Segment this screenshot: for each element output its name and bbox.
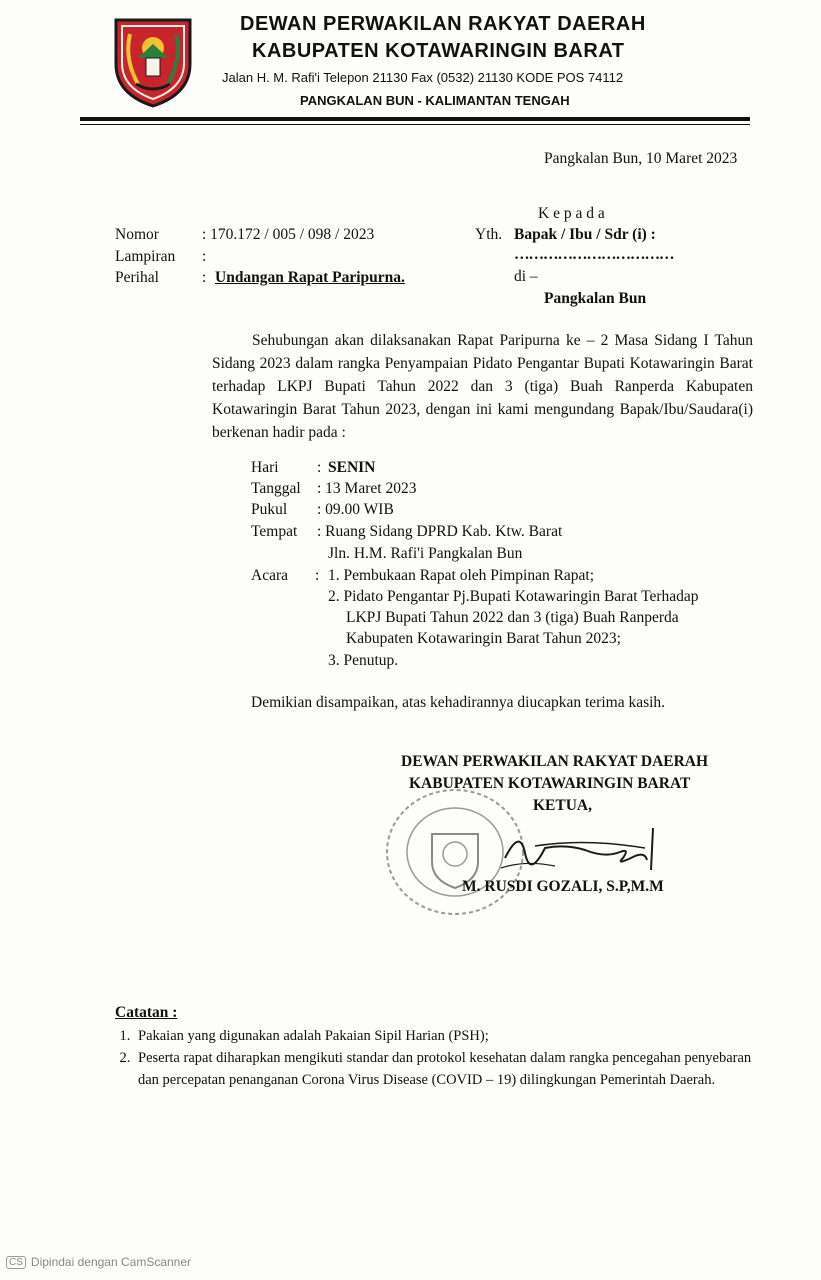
perihal-value: Undangan Rapat Paripurna. xyxy=(215,269,405,286)
kepada: K e p a d a xyxy=(538,205,605,222)
date-place: Pangkalan Bun, 10 Maret 2023 xyxy=(544,150,738,167)
acara-item-2a: 2. Pidato Pengantar Pj.Bupati Kotawaringin Barat Terhadap xyxy=(328,588,699,605)
footer-text: Dipindai dengan CamScanner xyxy=(30,1255,192,1269)
acara-item-2c: Kabupaten Kotawaringin Barat Tahun 2023; xyxy=(346,630,621,647)
notes-title: Catatan : xyxy=(115,1004,178,1021)
acara-item-2b: LKPJ Bupati Tahun 2022 dan 3 (tiga) Buah Ranperda xyxy=(346,609,679,626)
letterhead-logo xyxy=(108,14,198,108)
perihal-label: Perihal xyxy=(115,269,159,286)
body-paragraph xyxy=(212,329,753,444)
acara-item-1: 1. Pembukaan Rapat oleh Pimpinan Rapat; xyxy=(328,567,595,584)
nomor-label: Nomor xyxy=(115,226,159,243)
tanggal-value: : 13 Maret 2023 xyxy=(317,480,417,497)
lampiran-value: : xyxy=(202,248,207,265)
acara-colon: : xyxy=(315,567,320,584)
di-label: di – xyxy=(514,268,538,285)
signature-org-1: DEWAN PERWAKILAN RAKYAT DAERAH xyxy=(401,753,709,770)
pukul-value: : 09.00 WIB xyxy=(317,501,394,518)
note-item: 1. Pakaian yang digunakan adalah Pakaian Sipil Harian (PSH); xyxy=(134,1025,762,1047)
signature-role: KETUA, xyxy=(533,797,592,814)
handwritten-signature xyxy=(495,808,675,878)
pukul-label: Pukul xyxy=(251,501,288,518)
addressee: Bapak / Ibu / Sdr (i) : xyxy=(514,226,656,243)
header-rule-thick xyxy=(80,117,750,121)
acara-label: Acara xyxy=(251,567,288,584)
tempat-label: Tempat xyxy=(251,523,298,540)
scanner-footer xyxy=(6,1255,191,1269)
closing-text: Demikian disampaikan, atas kehadirannya diucapkan terima kasih. xyxy=(251,694,666,711)
header-address: Jalan H. M. Rafi'i Telepon 21130 Fax (0532) 21130 KODE POS 74112 xyxy=(222,70,624,85)
header-line1: DEWAN PERWAKILAN RAKYAT DAERAH xyxy=(240,13,646,35)
body-paragraph-text: Sehubungan akan dilaksanakan Rapat Paripurna ke – 2 Masa Sidang I Tahun Sidang 2023 dalam rangka Penyampaian Pidato Pengantar Bupati Kotawaringin Barat terhadap LKPJ Bupati Tahun 2022 dan 3 (tiga) Buah Ranperda Kabupaten Kotawaringin Barat Tahun 2023, dengan ini kami mengundang Bapak/Ibu/Saudara(i) berkenan hadir pada : xyxy=(212,332,753,441)
recipient-place: Pangkalan Bun xyxy=(544,290,647,307)
signature-org-2: KABUPATEN KOTAWARINGIN BARAT xyxy=(409,775,691,792)
signatory-name: M. RUSDI GOZALI, S.P,M.M xyxy=(462,878,664,895)
tanggal-label: Tanggal xyxy=(251,480,301,497)
perihal-colon: : xyxy=(202,269,207,286)
header-city: PANGKALAN BUN - KALIMANTAN TENGAH xyxy=(300,93,570,108)
addressee-dots: …………………………… xyxy=(514,246,674,263)
hari-label: Hari xyxy=(251,459,279,476)
header-line2: KABUPATEN KOTAWARINGIN BARAT xyxy=(252,40,625,62)
tempat-value-1: : Ruang Sidang DPRD Kab. Ktw. Barat xyxy=(317,523,563,540)
yth: Yth. xyxy=(475,226,503,243)
hari-colon: : xyxy=(317,459,322,476)
acara-item-3: 3. Penutup. xyxy=(328,652,399,669)
note-item: 2. Peserta rapat diharapkan mengikuti standar dan protokol kesehatan dalam rangka pencegahan penyebaran dan percepatan penanganan Corona Virus Disease (COVID – 19) dilingkungan Pemerintah Daerah. xyxy=(134,1047,762,1091)
hari-value: SENIN xyxy=(328,459,376,476)
notes-list xyxy=(112,1025,762,1091)
header-rule-thin xyxy=(80,124,750,125)
camscanner-icon: CS xyxy=(6,1256,26,1269)
nomor-value: : 170.172 / 005 / 098 / 2023 xyxy=(202,226,375,243)
tempat-value-2: Jln. H.M. Rafi'i Pangkalan Bun xyxy=(328,545,523,562)
lampiran-label: Lampiran xyxy=(115,248,176,265)
